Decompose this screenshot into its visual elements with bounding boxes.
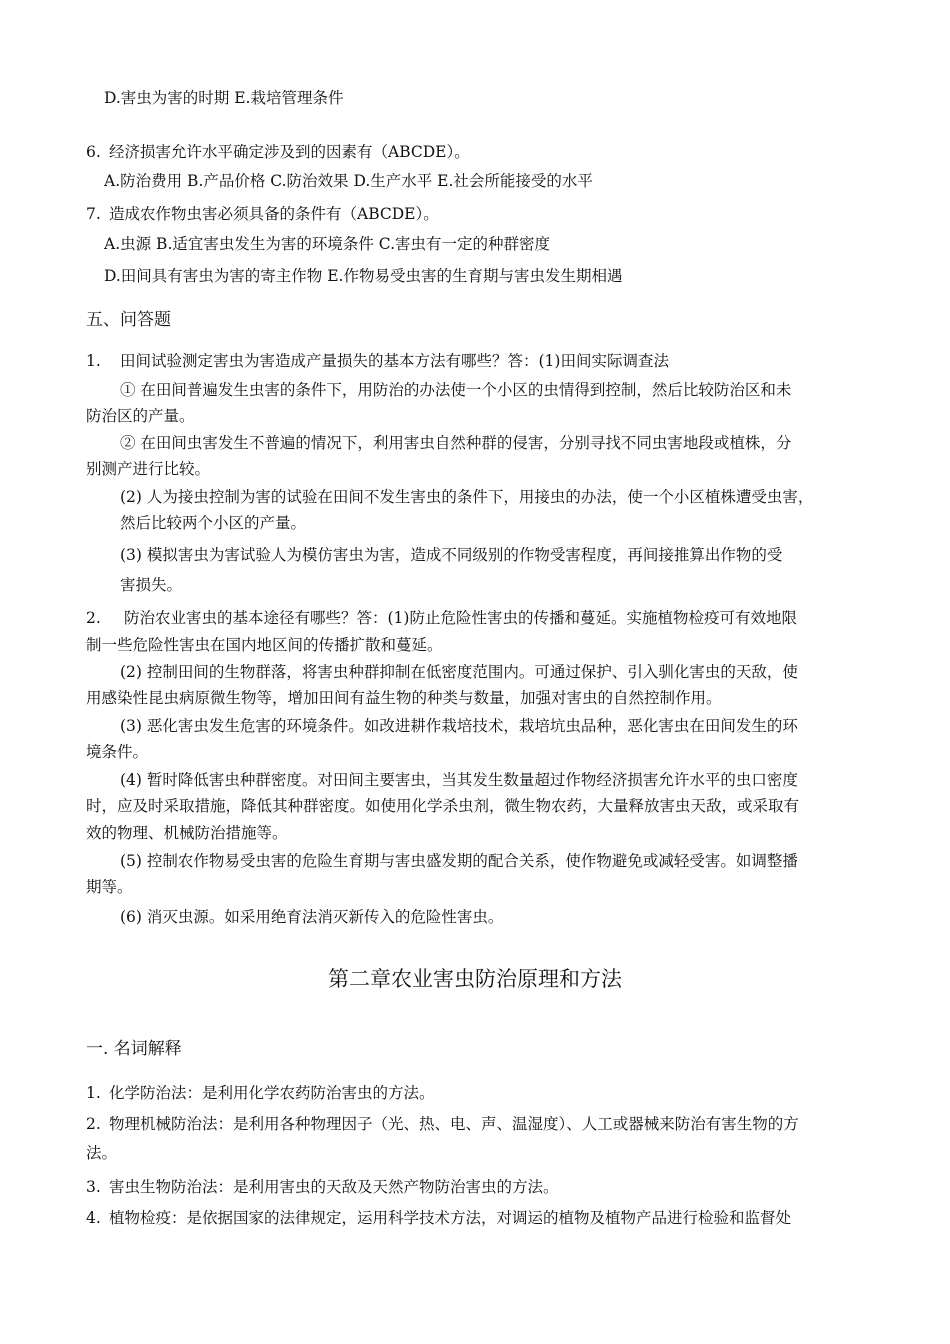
q7-stem: 造成农作物虫害必须具备的条件有（ABCDE）。 [109, 205, 439, 223]
q1-p4-line2: 害损失。 [120, 576, 183, 594]
q2-p3-line2: 境条件。 [86, 743, 149, 761]
q2-question: 防治农业害虫的基本途径有哪些？答：(1)防止危险性害虫的传播和蔓延。实施植物检疫可有效地限 [124, 609, 797, 627]
term-definition: 物理机械防治法：是利用各种物理因子（光、热、电、声、温湿度）、人工或器械来防治有害生物的方 [109, 1115, 799, 1133]
q2-p4-line1: (4) 暂时降低害虫种群密度。对田间主要害虫，当其发生数量超过作物经济损害允许水平的虫口密度 [120, 771, 798, 789]
q2-p5-line2: 期等。 [86, 878, 133, 896]
term-definition: 植物检疫：是依据国家的法律规定，运用科学技术方法，对调运的植物及植物产品进行检验和监督处 [109, 1209, 792, 1227]
term-number: 3. [86, 1178, 101, 1196]
chapter-title: 第二章农业害虫防治原理和方法 [328, 967, 622, 991]
q1-p2-line1: ② 在田间虫害发生不普遍的情况下，利用害虫自然种群的侵害，分别寻找不同虫害地段或植株，分 [120, 434, 792, 452]
q1-p3-line2: 然后比较两个小区的产量。 [120, 514, 307, 532]
term-definition: 害虫生物防治法：是利用害虫的天敌及天然产物防治害虫的方法。 [109, 1178, 559, 1196]
q6-options: A.防治费用 B.产品价格 C.防治效果 D.生产水平 E.社会所能接受的水平 [104, 172, 593, 190]
q6-number: 6. [86, 143, 101, 161]
q1-question: 田间试验测定害虫为害造成产量损失的基本方法有哪些？答：(1)田间实际调查法 [120, 352, 669, 370]
term-number: 4. [86, 1209, 101, 1227]
q1-p3-line1: (2) 人为接虫控制为害的试验在田间不发生害虫的条件下，用接虫的办法，使一个小区植株遭受虫害， [120, 488, 814, 506]
term-number: 2. [86, 1115, 101, 1133]
q7-options-line1: A.虫源 B.适宜害虫发生为害的环境条件 C.害虫有一定的种群密度 [104, 235, 551, 253]
q2-p6-line1: (6) 消灭虫源。如采用绝育法消灭新传入的危险性害虫。 [120, 908, 504, 926]
q1-number: 1. [86, 352, 101, 370]
term-definition-line2: 法。 [86, 1144, 118, 1162]
q1-p1-line2: 防治区的产量。 [86, 407, 195, 425]
q2-p2-line2: 用感染性昆虫病原微生物等，增加田间有益生物的种类与数量，加强对害虫的自然控制作用。 [86, 689, 722, 707]
q2-p2-line1: (2) 控制田间的生物群落，将害虫种群抑制在低密度范围内。可通过保护、引入驯化害虫的天敌，使 [120, 663, 798, 681]
q5-options-line2: D.害虫为害的时期 E.栽培管理条件 [104, 89, 344, 107]
section-heading: 五、问答题 [86, 310, 171, 330]
q2-p3-line1: (3) 恶化害虫发生危害的环境条件。如改进耕作栽培技术，栽培坑虫品种，恶化害虫在田间发生的环 [120, 717, 798, 735]
q1-p2-line2: 别测产进行比较。 [86, 460, 211, 478]
q7-number: 7. [86, 205, 101, 223]
q2-p4-line2: 时，应及时采取措施，降低其种群密度。如使用化学杀虫剂，微生物农药，大量释放害虫天敌，或采取有 [86, 797, 800, 815]
chapter-section-heading: 一. 名词解释 [86, 1039, 182, 1059]
term-number: 1. [86, 1084, 101, 1102]
q2-p5-line1: (5) 控制农作物易受虫害的危险生育期与害虫盛发期的配合关系，使作物避免或减轻受害。如调整播 [120, 852, 798, 870]
q2-p4-line3: 效的物理、机械防治措施等。 [86, 824, 288, 842]
q7-options-line2: D.田间具有害虫为害的寄主作物 E.作物易受虫害的生育期与害虫发生期相遇 [104, 267, 623, 285]
q6-stem: 经济损害允许水平确定涉及到的因素有（ABCDE）。 [109, 143, 470, 161]
q2-number: 2. [86, 609, 101, 627]
q1-p4-line1: (3) 模拟害虫为害试验人为模仿害虫为害，造成不同级别的作物受害程度，再间接推算出作物的受 [120, 546, 783, 564]
term-definition: 化学防治法：是利用化学农药防治害虫的方法。 [109, 1084, 435, 1102]
q2-line2: 制一些危险性害虫在国内地区间的传播扩散和蔓延。 [86, 636, 443, 654]
q1-p1-line1: ① 在田间普遍发生虫害的条件下，用防治的办法使一个小区的虫情得到控制，然后比较防治区和未 [120, 381, 792, 399]
